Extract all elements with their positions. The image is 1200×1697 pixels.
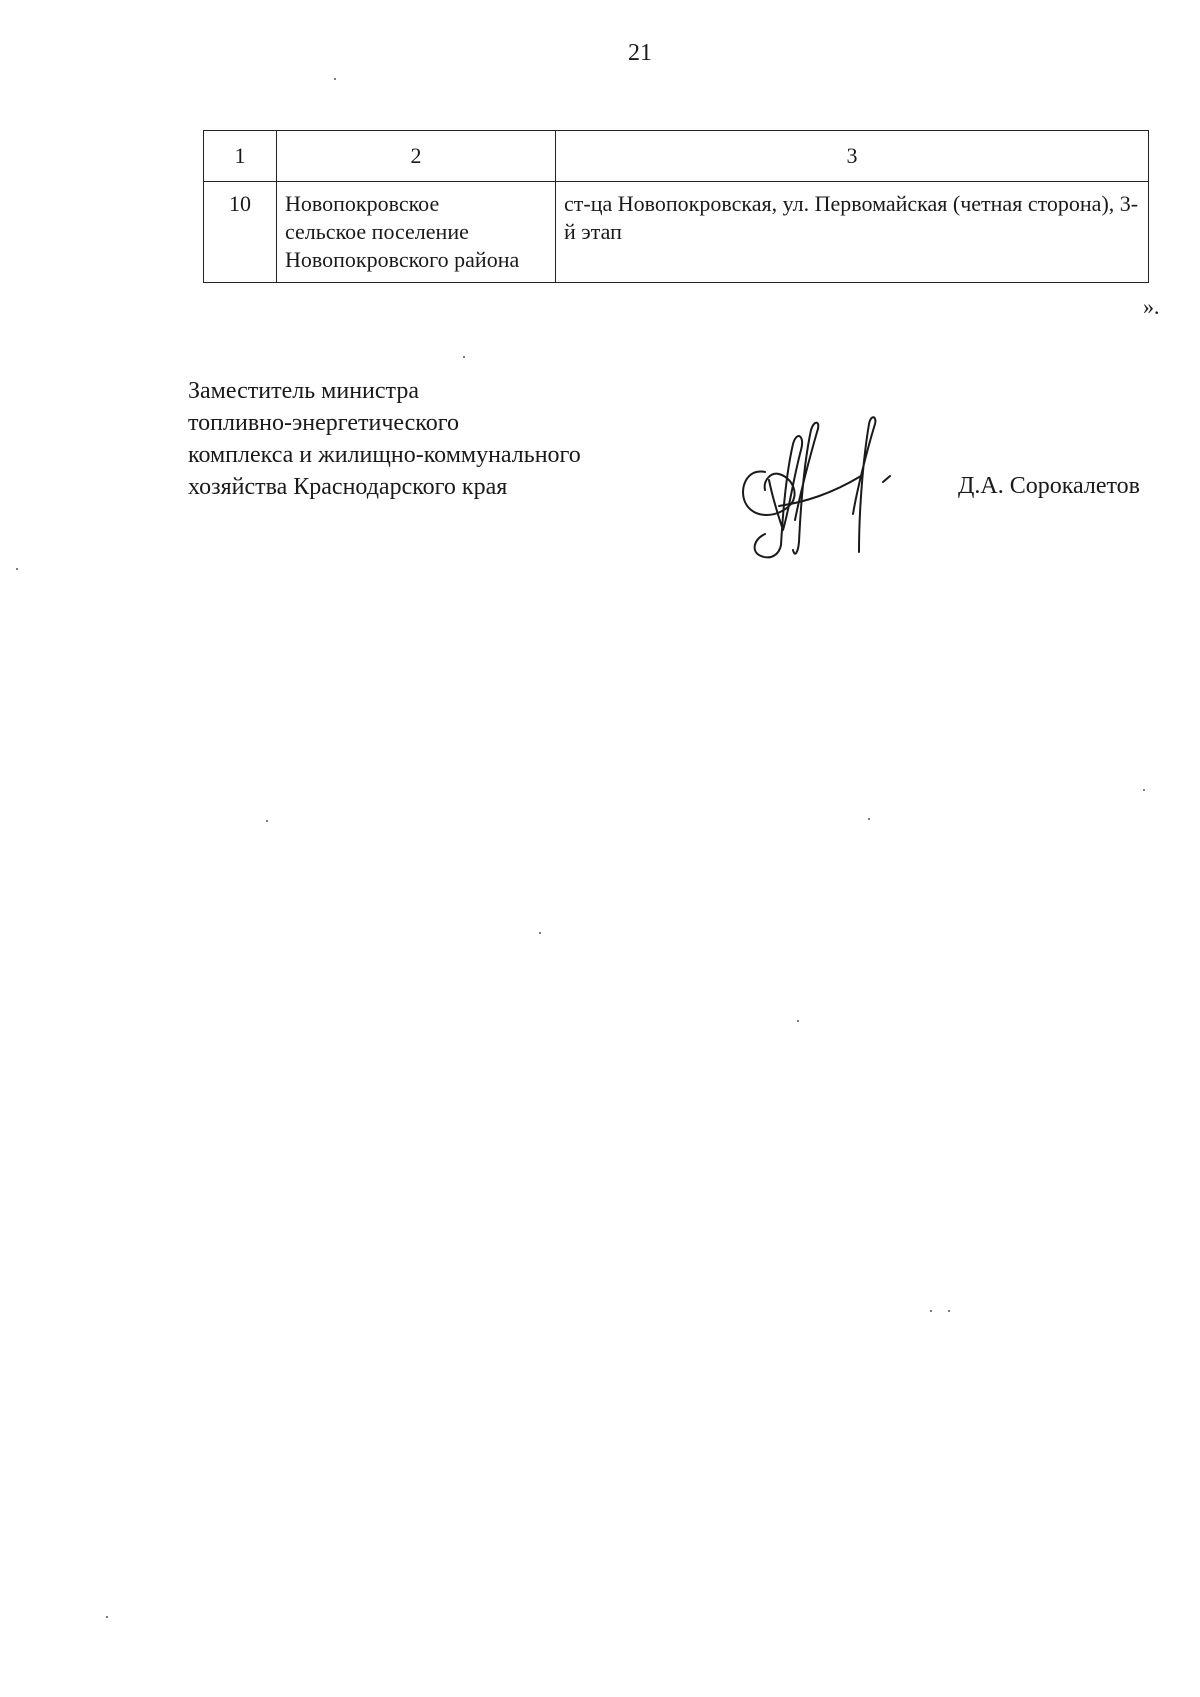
scan-speck bbox=[16, 568, 18, 570]
signer-name: Д.А. Сорокалетов bbox=[958, 473, 1141, 499]
table-header-col-2: 2 bbox=[277, 131, 556, 182]
signer-title-line: комплекса и жилищно-коммунального bbox=[188, 442, 581, 468]
table-header-col-3: 3 bbox=[556, 131, 1149, 182]
scan-speck bbox=[106, 1616, 108, 1618]
settlement-name-line: Новопокровское bbox=[285, 191, 440, 216]
settlements-table bbox=[203, 130, 1149, 283]
signature-icon bbox=[735, 410, 920, 560]
table-header-row bbox=[204, 131, 1149, 182]
closing-quote: ». bbox=[1143, 294, 1160, 319]
page-number: 21 bbox=[628, 40, 652, 66]
scan-speck bbox=[334, 78, 336, 80]
signer-title-line: топливно-энергетического bbox=[188, 410, 459, 436]
settlement-name-cell bbox=[277, 182, 556, 283]
signer-title-line: хозяйства Краснодарского края bbox=[188, 474, 508, 500]
row-number-cell: 10 bbox=[204, 182, 277, 283]
table-row bbox=[204, 182, 1149, 283]
scan-speck bbox=[930, 1310, 932, 1312]
scan-speck bbox=[797, 1020, 799, 1022]
scan-speck bbox=[539, 932, 541, 934]
scan-speck bbox=[948, 1310, 950, 1312]
settlement-name-line: сельское поселение bbox=[285, 219, 469, 244]
scan-speck bbox=[1143, 789, 1145, 791]
scan-speck bbox=[868, 818, 870, 820]
scan-speck bbox=[463, 356, 465, 358]
table-header-col-1: 1 bbox=[204, 131, 277, 182]
signer-title-line: Заместитель министра bbox=[188, 378, 419, 404]
address-cell: ст-ца Новопокровская, ул. Первомайская (четная сторона), 3-й этап bbox=[556, 182, 1149, 283]
settlement-name-line: Новопокровского района bbox=[285, 247, 520, 272]
scan-speck bbox=[266, 820, 268, 822]
signer-title-block bbox=[188, 375, 581, 503]
